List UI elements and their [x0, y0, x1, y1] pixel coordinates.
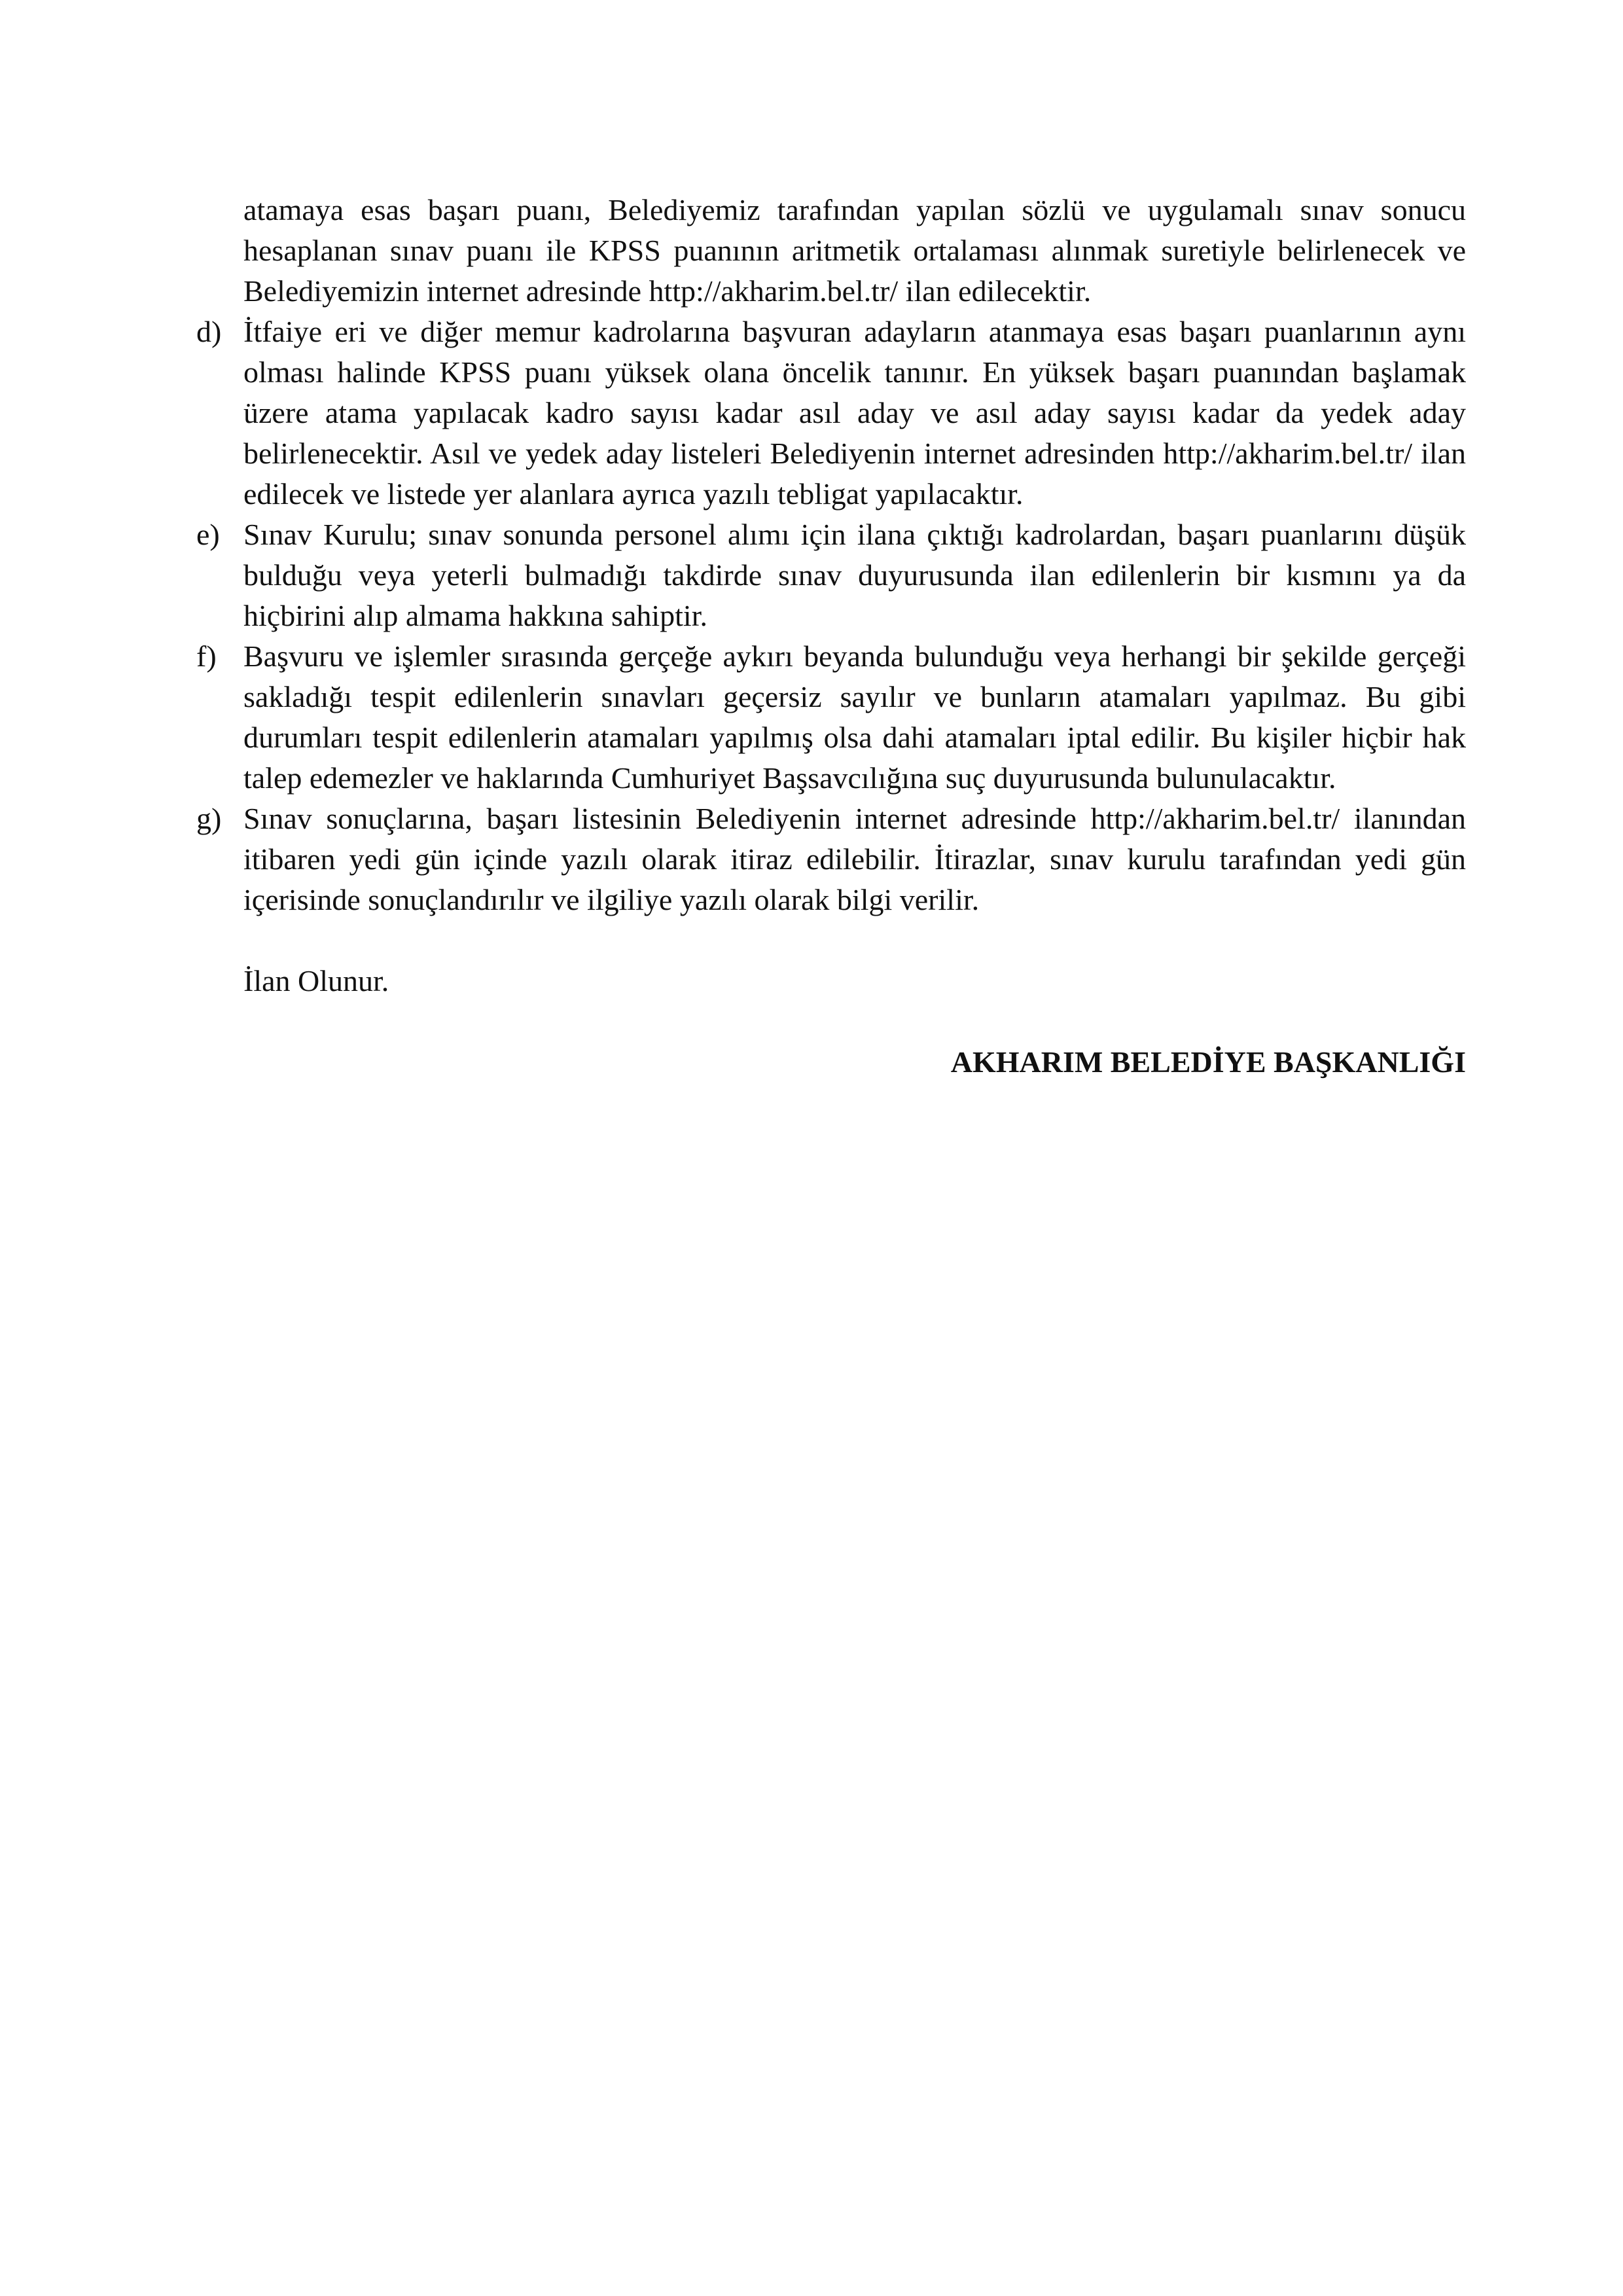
document-body: [196, 190, 1466, 1083]
list-item-d: [196, 312, 1466, 514]
list-item-marker: g): [196, 802, 222, 835]
list-item-e: [196, 514, 1466, 636]
list-item-text: Sınav Kurulu; sınav sonunda personel alımı için ilana çıktığı kadrolardan, başarı puanlarını düşük bulduğu veya yeterli bulmadığı takdirde sınav duyurusunda ilan edilenlerin bir kısmını ya da hiçbirini alıp almama hakkına sahiptir.: [243, 518, 1466, 632]
signature-block: AKHARIM BELEDİYE BAŞKANLIĞI: [950, 1045, 1466, 1079]
list-item-marker: e): [196, 518, 220, 551]
list-item-f: [196, 636, 1466, 798]
list-item-text: İtfaiye eri ve diğer memur kadrolarına başvuran adayların atanmaya esas başarı puanlarının aynı olması halinde KPSS puanı yüksek olana öncelik tanınır. En yüksek başarı puanından başlamak üzere atama yapılacak kadro sayısı kadar asıl aday ve asıl aday sayısı kadar da yedek aday belirlenecektir. Asıl ve yedek aday listeleri Belediyenin internet adresinden http://akharim.bel.tr/ ilan edilecek ve listede yer alanlara ayrıca yazılı tebligat yapılacaktır.: [243, 315, 1466, 511]
list-item-text: Sınav sonuçlarına, başarı listesinin Belediyenin internet adresinde http://akharim.bel.tr/ ilanından itibaren yedi gün içinde yazılı olarak itiraz edilebilir. İtirazlar, sınav kurulu tarafından yedi gün içerisinde sonuçlandırılır ve ilgiliye yazılı olarak bilgi verilir.: [243, 802, 1466, 916]
list-item-text: Başvuru ve işlemler sırasında gerçeğe aykırı beyanda bulunduğu veya herhangi bir şekilde gerçeği sakladığı tespit edilenlerin sınavları geçersiz sayılır ve bunların atamaları yapılmaz. Bu gibi durumları tespit edilenlerin atamaları yapılmış olsa dahi atamaları iptal edilir. Bu kişiler hiçbir hak talep edemezler ve haklarında Cumhuriyet Başsavcılığına suç duyurusunda bulunulacaktır.: [243, 639, 1466, 795]
list-item-marker: d): [196, 315, 222, 348]
list-item-g: [196, 798, 1466, 920]
list-item-marker: f): [196, 639, 217, 673]
intro-paragraph: atamaya esas başarı puanı, Belediyemiz tarafından yapılan sözlü ve uygulamalı sınav sonucu hesaplanan sınav puanı ile KPSS puanının aritmetik ortalaması alınmak suretiyle belirlenecek ve Belediyemizin internet adresinde http://akharim.bel.tr/ ilan edilecektir.: [243, 193, 1466, 308]
closing-line: İlan Olunur.: [243, 964, 389, 997]
